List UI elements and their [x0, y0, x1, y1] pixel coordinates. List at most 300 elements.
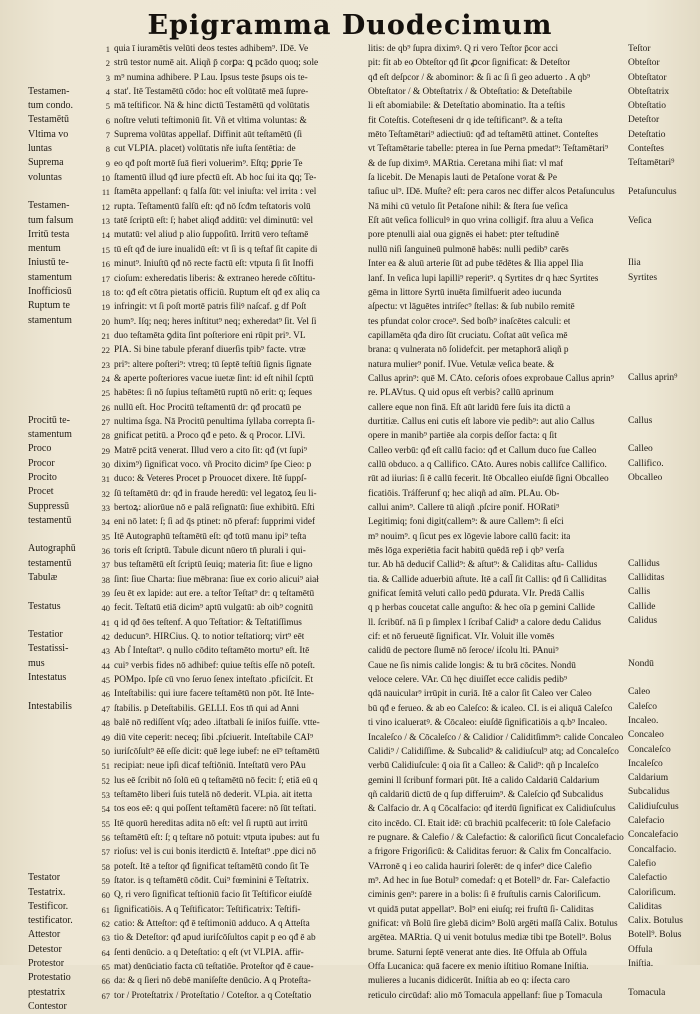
right-text-line [368, 587, 628, 601]
marginal-gloss [628, 542, 698, 556]
line-text: litis: de qb⁹ ſupra diximꝰ. Q ri vero Teſtor p̄cor acci [368, 44, 559, 54]
right-text-line [368, 860, 628, 874]
left-text-line [92, 558, 352, 572]
line-text: mutatū: vel aliud p alio ſuppoſitū. Irritū vero teſtamē [114, 230, 309, 241]
marginal-gloss: Obteſtatrix [628, 86, 670, 97]
left-text-line [92, 458, 352, 472]
left-text-line [92, 601, 352, 615]
line-number: 57 [101, 847, 110, 858]
left-text-line [92, 171, 352, 185]
line-number: 2 [105, 58, 110, 69]
line-number: 3 [105, 72, 110, 83]
left-text-line [92, 845, 352, 859]
marginal-gloss [628, 628, 698, 642]
right-text-line [368, 114, 628, 128]
line-text: duo teſtamēta ꝯdita ſint poſteriore eni rūpit pri⁹. VL [114, 330, 306, 341]
marginal-gloss [28, 328, 88, 342]
line-number: 18 [101, 287, 110, 298]
line-text: Inter ea & aluū arterie ſūt ad pube tēdētes & Ilia appel Ilia [368, 259, 584, 270]
marginal-gloss: Ilia [628, 258, 641, 269]
line-text: nullū eſt. Hoc Procitū teſtamentū dr: qđ procatū pe [114, 402, 302, 413]
left-text-line [92, 214, 352, 228]
line-text: lanf. In veſica lupi lapilli⁹ reperit⁹. q Syrtites dr q hæc Syrtites [368, 273, 599, 284]
marginal-gloss: Tabulæ [28, 571, 58, 583]
line-number: 19 [101, 302, 110, 313]
line-text: cui⁹ verbis fides nō adhibef: quiue teſtis eſſe nō poteſt. [114, 660, 316, 671]
line-text: eo qđ poſt mortē ſuā fieri voluerim⁹. Eſtq; ꝑprie Te [114, 158, 303, 169]
line-text: recipiat: neue ipſi dicaf teſtiōniū. Inteſtatū vero PAu [114, 761, 306, 772]
right-text-line [368, 630, 628, 644]
left-text-line [92, 673, 352, 687]
right-text-line [368, 687, 628, 701]
marginal-gloss: testamentū [28, 557, 72, 569]
line-number: 11 [101, 187, 110, 198]
line-text: fecit. Teſtatū etiā dicim⁹ aptū vulgatū: ab oib⁹ cognitū [114, 603, 314, 614]
line-number: 14 [101, 230, 110, 241]
line-text: capillamēta qđa diro ſūt cruciatu. Coſtat aūt veſica mē [368, 330, 568, 341]
left-text-line [92, 888, 352, 902]
line-text: m⁹ numina adhibere. P Lau. Ipsus teste p̄sups ois te- [114, 72, 308, 83]
line-number: 7 [105, 130, 110, 141]
marginal-gloss: Petaſunculus [628, 186, 677, 197]
line-text: a frigore Frigoriſicū: & Caliditas feruor: & Calix fm Concalfacio. [368, 847, 612, 858]
line-number: 26 [101, 402, 110, 413]
marginal-gloss: testamentū [28, 514, 72, 526]
left-text-line [92, 472, 352, 486]
right-text-line [368, 214, 628, 228]
left-text-line [92, 587, 352, 601]
line-text: rūt ad iiurias: ſi ē callū fecerit. Itē Obcalleo eiuſdē ſigni Obcalleo [368, 474, 609, 485]
line-number: 10 [101, 173, 110, 184]
right-text-line [368, 659, 628, 673]
line-text: teſtamēto liberi ſuis tutelā nō dederit. VLpia. ait itetta [114, 789, 313, 800]
marginal-gloss: Procet [28, 486, 54, 498]
line-text: Eſt aūt veſica folliculꝰ in quo vrina colligif. ſtra aluu a Veſica [368, 216, 594, 227]
right-text-line [368, 759, 628, 773]
marginal-gloss: Calliditas [628, 572, 665, 583]
left-text-line [92, 831, 352, 845]
line-text: tū eſt qđ de iure inualidū eſt: vt ſi is q teſtaf ſit capite di [114, 244, 318, 255]
marginal-gloss: ptestatrix [28, 986, 66, 998]
line-text: to: qđ eſt cōtra pietatis officiū. Ruptum eſt qđ ex aliq ca [114, 287, 320, 298]
marginal-gloss: Calidiuſculus [628, 801, 679, 812]
line-text: duco: & Veteres Procet p Prouocet dixere. Itē ſuppſ- [114, 474, 307, 485]
left-text-line [92, 616, 352, 630]
marginal-gloss [28, 399, 88, 413]
line-text: Calidi⁹ / Calidiſſime. & Subcalid⁹ & calidiuſcul⁹ atq; ad Concaleſco [368, 746, 619, 757]
right-text-column [368, 42, 628, 1003]
line-number: 32 [101, 488, 110, 499]
line-text: verbū Calidiuſcule: q̄ oia ſit a Calleo: & Calid⁹: qñ p Incaleſco [368, 761, 599, 772]
left-text-line [92, 329, 352, 343]
left-text-line [92, 745, 352, 759]
left-text-line [92, 185, 352, 199]
marginal-gloss [628, 342, 698, 356]
line-text: li eſt abomiabile: & Deteſtatio abominatio. Ita a teſtis [368, 101, 565, 112]
right-text-line [368, 401, 628, 415]
line-text: m⁹. Ad hec in ſue Botul⁹ comedaf: q et Botell⁹ dr. Far- Calefactio [368, 875, 610, 886]
right-text-line [368, 157, 628, 171]
right-text-line [368, 716, 628, 730]
line-number: 30 [101, 459, 110, 470]
marginal-gloss: Caleſco [628, 701, 658, 712]
line-text: poteſt. Itē a teſtor qđ ſignificat teſtamētū condo ſit Te [114, 861, 309, 872]
marginal-gloss: Testatrix. [28, 886, 66, 898]
right-marginal-glosses [628, 42, 698, 1000]
line-text: Caue ne ſis nimis calide longis: & tu brā cōcites. Nondū [368, 660, 576, 671]
marginal-gloss: Testatissi- [28, 643, 69, 655]
left-text-line [92, 544, 352, 558]
line-text: qđ eſt deſpcor / & abominor: & ſi ac ſi ſi geo aduerto . A qb⁹ [368, 72, 591, 83]
marginal-gloss: Obcalleo [628, 472, 663, 483]
line-number: 42 [101, 632, 110, 643]
marginal-gloss: Procitū te- [28, 414, 70, 426]
left-text-line [92, 401, 352, 415]
line-number: 28 [101, 431, 110, 442]
marginal-gloss: Callifico. [628, 458, 664, 469]
left-text-line [92, 157, 352, 171]
line-number: 56 [101, 832, 110, 843]
line-text: ficatiōis. Tráſferunf q; hec aliqñ ad aīm. PLAu. Ob- [368, 488, 560, 499]
left-text-line [92, 243, 352, 257]
left-text-line [92, 358, 352, 372]
line-number: 37 [101, 560, 110, 571]
line-text: pri⁹: altere poſteri⁹: vtreq; tū ſeptē teſtiū ſignis ſignate [114, 359, 312, 370]
left-text-line [92, 716, 352, 730]
right-text-line [368, 845, 628, 859]
line-text: diū vite ceperit: neceq; ſibi .pſciuerit. Inteſtabile CAI⁹ [114, 732, 314, 743]
line-text: veloce celere. VAr. Cū hęc diuiſſet ecce calidis pedib⁹ [368, 675, 568, 686]
line-text: ſa licebit. De Menapis lauti de Petaſone vorat & Pe [368, 173, 557, 184]
right-text-line [368, 544, 628, 558]
line-text: pore ptenulli aial oua gignēs ei habet: pter teſtudinē [368, 230, 560, 241]
line-text: POMpo. Ipſe cū vno ſeruo ſenex inteſtato .pficiſcit. Et [114, 675, 314, 686]
left-text-line [92, 56, 352, 70]
line-text: taſiuc ul⁹. IDē. Muſte? eſt: pera caros nec differ alcos Petaſunculus [368, 187, 615, 198]
right-text-line [368, 903, 628, 917]
marginal-gloss: Calix. Botulus [628, 916, 683, 927]
line-text: Incaleſco / & Cōcaleſco / & Calidior / Caliditſimm⁹: calide Concaleo [368, 732, 624, 743]
marginal-gloss: Obteſtator [628, 72, 667, 83]
left-text-line [92, 788, 352, 802]
left-text-line [92, 286, 352, 300]
marginal-gloss [628, 228, 698, 242]
line-text: mā teſtificor. Nā & hinc dictū Testamētū qd volūtatis [114, 101, 310, 112]
marginal-gloss: stamentum [28, 429, 72, 441]
line-text: balē nō rediſſent vſq; adeo .iſtatbali ſe iniſos fuiſſe. vtte- [114, 718, 320, 729]
left-text-line [92, 931, 352, 945]
right-text-line [368, 42, 628, 56]
line-number: 40 [101, 603, 110, 614]
left-text-line [92, 530, 352, 544]
marginal-gloss: Teſtamētari⁹ [628, 158, 675, 169]
left-text-line [92, 386, 352, 400]
marginal-gloss [28, 585, 88, 599]
left-text-line [92, 99, 352, 113]
line-text: Offa Lucanica: quā facere ex menio iſtitiuo Romane Iniſtia. [368, 962, 589, 972]
line-text: rupta. Teſtamentū falſū eſt: qđ nō ſcđm teſtatoris volū [114, 201, 311, 212]
line-number: 16 [101, 259, 110, 270]
line-text: strū testor numē ait. Aliqñ p̄ corꝑa: ꝗ pcādo quoq; sole [114, 58, 319, 69]
line-text: bū qđ e ferueo. & ab eo Caleſco: & icaleo. CI. is ei aliquā Caleſco [368, 703, 613, 714]
marginal-gloss [628, 299, 698, 313]
line-text: q id qđ ōes teſtenf. A quo Teſtatior: & Teſtatiſſimus [114, 617, 302, 628]
line-number: 1 [105, 44, 110, 54]
left-text-line [92, 42, 352, 56]
line-text: cito incēdo. CI. Etait idē: cū brachiū pcalfecerit: tū ſole Calefacio [368, 818, 611, 829]
line-number: 46 [101, 689, 110, 700]
line-text: natura mulier⁹ ponif. IVue. Vetulæ veſica beate. & [368, 359, 555, 370]
left-text-column [92, 42, 352, 1003]
line-number: 45 [101, 675, 110, 686]
marginal-gloss [628, 485, 698, 499]
right-text-line [368, 487, 628, 501]
marginal-gloss [28, 342, 88, 356]
line-number: 36 [101, 546, 110, 557]
left-text-line [92, 903, 352, 917]
marginal-gloss [28, 371, 88, 385]
line-number: 29 [101, 445, 110, 456]
marginal-gloss [28, 857, 88, 871]
line-number: 12 [101, 201, 110, 212]
right-text-line [368, 702, 628, 716]
marginal-gloss: Detestor [28, 943, 62, 955]
marginal-gloss: Concaleſco [628, 744, 671, 755]
left-text-line [92, 630, 352, 644]
line-text: da: & q ſieri nō debē maniſeſte denūcio. A q Proteſta- [114, 976, 311, 987]
line-text: durtitiæ. Callus eni cutis eſt labore vie pedib⁹: aut alio Callus [368, 416, 595, 427]
right-text-line [368, 558, 628, 572]
marginal-gloss [628, 642, 698, 656]
line-number: 61 [101, 904, 110, 915]
marginal-gloss: Calleo [628, 444, 653, 455]
line-text: deducun⁹. HIRCius. Q. to notior teſtatiorq; virt⁹ eēt [114, 632, 305, 643]
left-text-line [92, 573, 352, 587]
left-text-line [92, 71, 352, 85]
right-text-line [368, 228, 628, 242]
line-number: 65 [101, 962, 110, 972]
marginal-gloss: Syrtites [628, 272, 658, 283]
marginal-gloss: Conteſtes [628, 144, 664, 155]
left-text-line [92, 759, 352, 773]
right-text-line [368, 472, 628, 486]
marginal-gloss: Testificor. [28, 900, 69, 912]
line-text: calidū de pectore ſlumē nō ſeroce/ iſcolu lti. PAnui⁹ [368, 646, 559, 657]
marginal-gloss: Testatior [28, 629, 63, 641]
marginal-gloss: tum falsum [28, 214, 74, 226]
marginal-gloss [28, 757, 88, 771]
marginal-gloss [628, 500, 698, 514]
line-number: 17 [101, 273, 110, 284]
marginal-gloss: Procor [28, 457, 55, 469]
line-text: ll. ſcribūf. nā ſi p ſimplex l ſcribaf Calid⁹ a calore dedu Calidus [368, 617, 602, 628]
left-text-line [92, 85, 352, 99]
right-text-line [368, 888, 628, 902]
marginal-gloss: Intestabilis [28, 700, 72, 712]
line-text: mēto Teſtamētari⁹ adiectiuū: qđ ad teſtamētū attinet. Conteſtes [368, 130, 599, 141]
left-text-line [92, 487, 352, 501]
marginal-gloss: Concalefacio [628, 830, 679, 841]
line-text: qdā nauicular⁹ irrūpit in curiā. Itē a calor ſit Caleo ver Caleo [368, 689, 592, 700]
line-number: 49 [101, 732, 110, 743]
line-text: mulieres a lucanis didicerūt. Iniſtia ab eo q: iſecta caro [368, 976, 570, 987]
right-text-line [368, 601, 628, 615]
left-text-line [92, 989, 352, 1003]
line-number: 63 [101, 933, 110, 944]
right-text-line [368, 372, 628, 386]
right-text-line [368, 745, 628, 759]
marginal-gloss: Callus [628, 415, 653, 426]
line-text: tatē ſcriptū eſt: ſ; habet aliqđ additū: vel diminutū: vel [114, 216, 314, 227]
right-text-line [368, 71, 628, 85]
left-text-line [92, 817, 352, 831]
left-text-line [92, 774, 352, 788]
marginal-gloss [628, 314, 698, 328]
line-number: 67 [101, 990, 110, 1001]
marginal-gloss: Inofficiosū [28, 286, 72, 298]
marginal-gloss: Attestor [28, 929, 61, 941]
marginal-gloss [628, 199, 698, 213]
line-text: aſpectu: vt lāguētes intriſec⁹ ſtellas: & ſub nubilo remitē [368, 302, 575, 313]
right-text-line [368, 56, 628, 70]
right-text-line [368, 644, 628, 658]
marginal-gloss: Callide [628, 601, 656, 612]
marginal-gloss [28, 185, 88, 199]
right-text-line [368, 530, 628, 544]
line-text: noſtre veluti teſtimoniū ſit. Vñ et vltima voluntas: & [114, 115, 307, 126]
marginal-gloss: Testamen- [28, 85, 70, 97]
marginal-gloss: Calefactio [628, 873, 668, 884]
line-text: Legitimiq; foni digit(callem⁹: & aure Callem⁹: ſi eſci [368, 517, 564, 528]
line-text: iuriſcōſult⁹ ēē eſſe dicit: quē lege iubef: ne eī⁹ teſtamētū [114, 746, 320, 757]
line-text: ti vino icalueratꝰ. & Cōcaleo: eiuſdē ſignificatiōis a q.b⁹ Incaleo. [368, 718, 608, 729]
line-text: tor / Proteſtatrix / Proteſtatio / Coteſtor. a q Coteſtatio [114, 990, 312, 1001]
right-text-line [368, 946, 628, 960]
marginal-gloss: Proco [28, 443, 52, 455]
right-text-line [368, 831, 628, 845]
marginal-gloss [28, 828, 88, 842]
marginal-gloss: Tomacula [628, 987, 666, 998]
line-number: 43 [101, 646, 110, 657]
left-text-line [92, 960, 352, 974]
marginal-gloss [628, 357, 698, 371]
line-number: 38 [101, 574, 110, 585]
right-text-line [368, 501, 628, 515]
line-number: 25 [101, 388, 110, 399]
marginal-gloss [28, 728, 88, 742]
line-text: catio: & Atteſtor: qđ ē teſtimoniū adduco. A q Atteſta [114, 918, 310, 929]
line-number: 15 [101, 244, 110, 255]
marginal-gloss: tum condo. [28, 100, 73, 112]
line-text: callere eque non finā. Eſt aūt laridū fere ſuis ita dictū a [368, 402, 571, 413]
line-text: & Calfacio dr. A q Cōcalfacio: qđ iterdū ſignificat ex Calidiuſculus [368, 804, 616, 815]
line-number: 21 [101, 330, 110, 341]
right-text-line [368, 802, 628, 816]
marginal-gloss [28, 42, 88, 56]
marginal-gloss: Obteſtatio [628, 101, 666, 112]
right-text-line [368, 329, 628, 343]
marginal-gloss [28, 528, 88, 542]
right-text-line [368, 386, 628, 400]
line-number: 31 [101, 474, 110, 485]
marginal-gloss [628, 171, 698, 185]
marginal-gloss: Deteſtatio [628, 129, 666, 140]
line-text: ſtabilis. p Deteſtabilis. GELLI. Eos tn̄ qui ad Anni [114, 703, 300, 714]
marginal-gloss: Iniustū te- [28, 257, 69, 269]
line-text: re pugnare. & Calefio / & Calefactio: & caloriſicū ſicut Concalefacio [368, 832, 624, 843]
marginal-gloss: Calidus [628, 615, 658, 626]
left-text-line [92, 257, 352, 271]
left-text-line [92, 114, 352, 128]
line-text: ſeu ēt ex lapide: aut ere. a teſtor Teſtat⁹ dr: q teſtamētū [114, 589, 315, 600]
line-text: tur. Ab hā deducif Callid⁹: & aſtut⁹: & Caliditas aſtu- Callidus [368, 560, 598, 571]
line-text: gnificat ſemitā veluti callo pedū ꝑdurata. VIr. Predā Callis [368, 589, 585, 600]
left-text-line [92, 272, 352, 286]
marginal-gloss: mus [28, 657, 45, 669]
right-text-line [368, 515, 628, 529]
line-text: ſū teſtamētū dr: qđ in fraude heredū: vel legatoꝝ ſeu li- [114, 488, 317, 499]
line-text: quia ī iuramētis velūti deos testes adhibem⁹. IDē. Ve [114, 44, 309, 54]
line-text: gnificat: vñ Bolū ſire glebā dicim⁹ Bolū argēti maſſā Calix. Botulus [368, 918, 618, 929]
line-number: 27 [101, 416, 110, 427]
line-number: 51 [101, 761, 110, 772]
marginal-gloss [28, 814, 88, 828]
line-number: 22 [101, 345, 110, 356]
line-text: cut VLPIA. placet) volūtatis nře iuſta ſentētia: de [114, 144, 296, 155]
line-text: & de ſup diximꝰ. MARtia. Ceretana mihi ſiat: vl maf [368, 158, 564, 169]
marginal-gloss [628, 971, 698, 985]
right-text-line [368, 300, 628, 314]
line-text: re. PLAVtus. Q uid opus eſt verbis? callū aprinum [368, 388, 554, 399]
marginal-gloss [28, 843, 88, 857]
marginal-gloss [628, 328, 698, 342]
marginal-gloss [28, 357, 88, 371]
marginal-gloss: Incaleo. [628, 715, 659, 726]
right-text-line [368, 817, 628, 831]
line-number: 55 [101, 818, 110, 829]
left-text-line [92, 731, 352, 745]
right-text-line [368, 673, 628, 687]
right-text-line [368, 573, 628, 587]
line-text: Calleo verbū: qđ eſt callū facio: qđ et Callum duco ſue Calleo [368, 445, 597, 456]
right-text-line [368, 874, 628, 888]
line-text: gēma in littore Syrtū inuēta ſimilfuerit adeo iucunda [368, 287, 562, 298]
line-text: gnificat petitū. a Proco qđ e peto. & q Procor. LIVi. [114, 431, 306, 442]
line-text: Suprema volūtas appellaf. Diffinit aūt teſtamētū (ſi [114, 130, 303, 141]
line-text: q p herbas coucetat calle anguſto: & hec oīa p gemini Callide [368, 603, 595, 614]
right-text-line [368, 458, 628, 472]
line-text: argētea. MARtia. Q ui venit botulus mediæ tibi tpe Botell⁹. Bolus [368, 933, 612, 944]
left-text-line [92, 702, 352, 716]
marginal-gloss: Protestatio [28, 972, 71, 984]
left-text-line [92, 315, 352, 329]
left-text-line [92, 860, 352, 874]
line-number: 39 [101, 589, 110, 600]
marginal-gloss: Incaleſco [628, 758, 663, 769]
line-text: Nā mihi cū vetulo ſit Petaſone nihil: & ſtera ſue veſica [368, 201, 568, 212]
marginal-gloss [628, 385, 698, 399]
left-text-line [92, 429, 352, 443]
line-text: ciminis gen⁹: parere in a bolis: ſi ē fruſtulis carnis Caloriſicum. [368, 890, 601, 901]
left-text-line [92, 917, 352, 931]
marginal-gloss: Botell⁹. Bolus [628, 930, 682, 941]
marginal-gloss: Procito [28, 471, 57, 483]
left-text-line [92, 372, 352, 386]
left-text-line [92, 128, 352, 142]
right-text-line [368, 616, 628, 630]
marginal-gloss: Suppressū [28, 500, 70, 512]
line-text: mēs lōga experiētia facit habitū quēdā rep̄ i qb⁹ verſa [368, 546, 565, 557]
